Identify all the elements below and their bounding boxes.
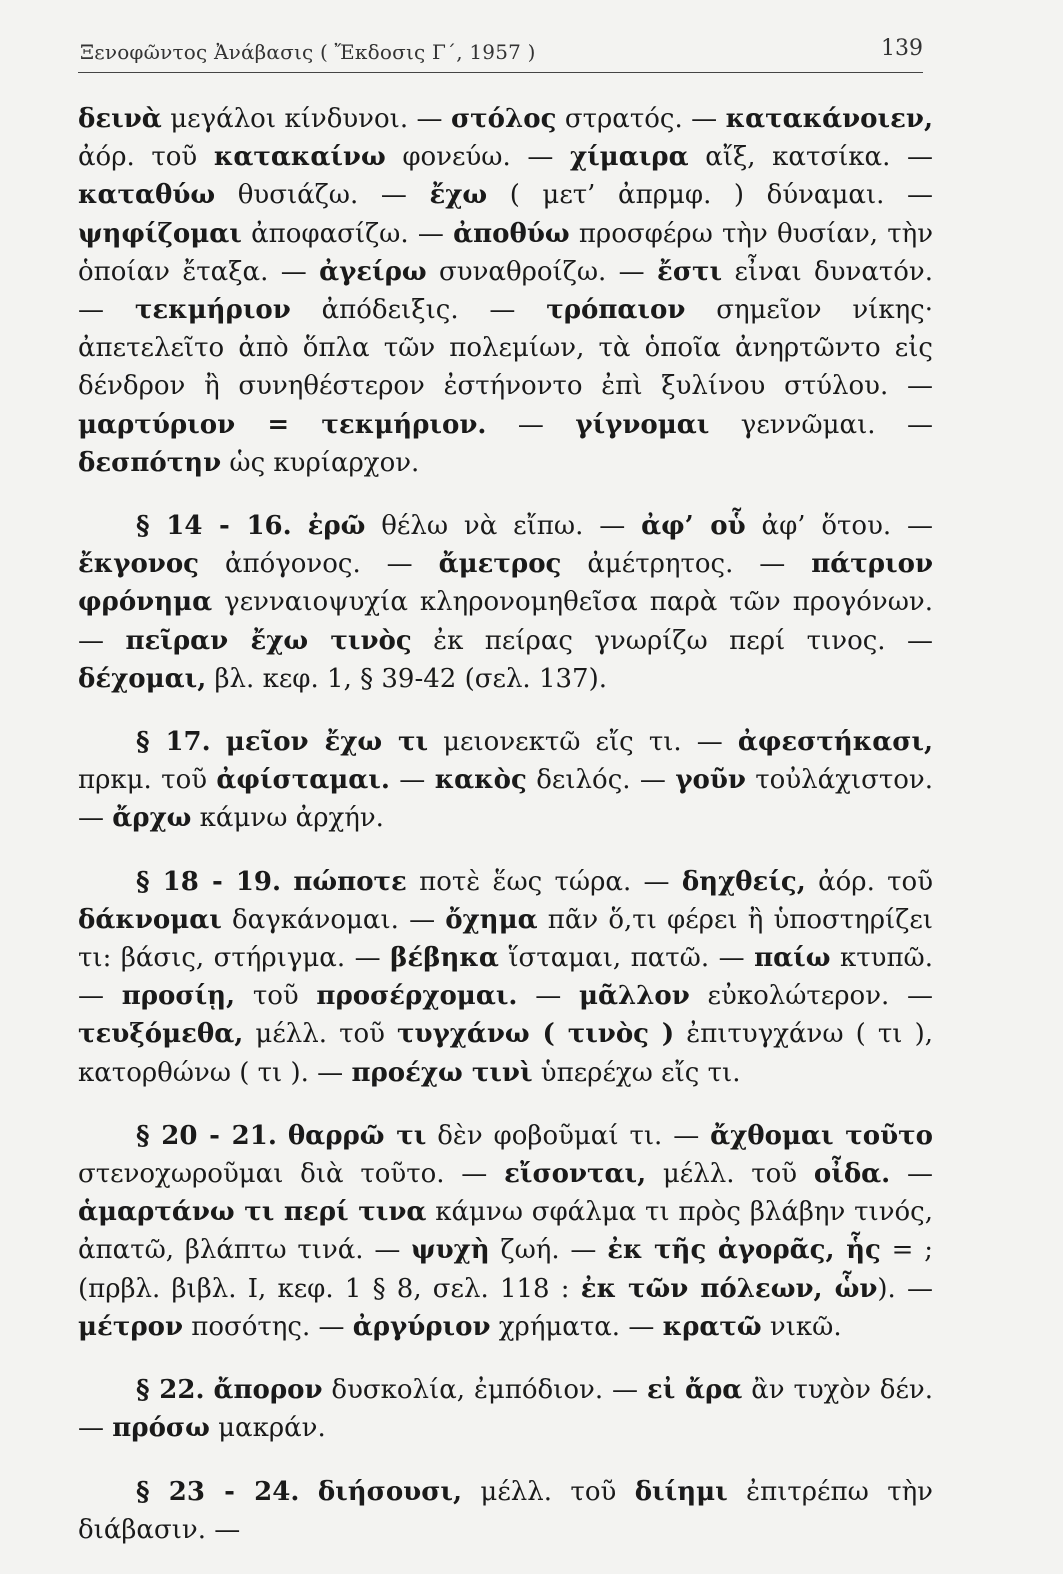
- page-number: 139: [881, 36, 923, 61]
- lemma-term: ἄχθομαι τοῦτο: [710, 1120, 933, 1151]
- gloss-text: ἀποφασίζω. —: [241, 218, 454, 249]
- lemma-term: τρόπαιον: [546, 295, 686, 326]
- gloss-text: στενοχωροῦμαι διὰ τοῦτο. —: [78, 1159, 505, 1190]
- lemma-term: προσέρχομαι.: [316, 981, 518, 1012]
- lemma-term: δεινὰ: [78, 104, 162, 134]
- lemma-term: ἐκ τῆς ἀγορᾶς, ἧς: [607, 1235, 881, 1266]
- lemma-term: κατακάνοιεν,: [725, 104, 933, 134]
- lemma-term: τυγχάνω ( τινὸς ): [397, 1019, 675, 1050]
- gloss-text: φονεύω. —: [385, 142, 570, 173]
- lemma-term: γίγνομαι: [575, 409, 710, 440]
- section-number: § 14 - 16.: [136, 511, 292, 542]
- lemma-term: ἀποθύω: [453, 218, 570, 249]
- header-rule: [78, 72, 923, 73]
- gloss-text: βλ. κεφ. 1, § 39-42 (σελ. 137).: [206, 663, 607, 694]
- lemma-term: ἀφίσταμαι.: [216, 765, 390, 796]
- lemma-term: ἔχω: [429, 180, 488, 211]
- lemma-term: εἰ ἄρα: [646, 1375, 743, 1406]
- paragraph-section: [78, 863, 933, 1092]
- gloss-text: = ; (πρβλ. βιβλ. Ι, κεφ. 1 § 8, σελ. 118 :: [78, 1235, 933, 1304]
- lemma-term: στόλος: [451, 104, 557, 134]
- gloss-text: χρήματα. —: [490, 1311, 663, 1342]
- gloss-text: ὑπερέχω εἴς τι.: [532, 1057, 741, 1088]
- paragraph-section: [78, 723, 933, 838]
- paragraph-section: [78, 1117, 933, 1346]
- gloss-text: μειονεκτῶ εἴς τι. —: [428, 727, 738, 758]
- gloss-text: ἐπιτρέπω τὴν διάβασιν. —: [78, 1476, 933, 1545]
- lemma-term: ἔκγονος: [78, 549, 200, 580]
- section-number: § 22.: [136, 1375, 205, 1406]
- lemma-term: πώποτε: [293, 866, 407, 897]
- lemma-term: γοῦν: [675, 765, 746, 796]
- gloss-text: δυσκολία, ἐμπόδιον. —: [322, 1375, 647, 1406]
- lemma-term: ὄχημα: [445, 904, 538, 935]
- lemma-term: ἄρχω: [112, 803, 192, 834]
- lemma-term: ἀγείρω: [319, 256, 427, 287]
- gloss-text: σημεῖον νίκης· ἀπετελεῖτο ἀπὸ ὅπλα τῶν πολεμίων, τὰ ὁποῖα ἀνηρτῶντο εἰς δένδρον ἢ συνηθέστερον ἐστήνοντο ἐπὶ ξυλίνου στύλου. —: [78, 295, 934, 402]
- lemma-term: κατακαίνω: [213, 142, 386, 173]
- lemma-term: μεῖον ἔχω τι: [225, 727, 429, 758]
- gloss-text: ἀπόδειξις. —: [290, 295, 547, 326]
- lemma-term: δάκνομαι: [78, 904, 222, 935]
- gloss-text: ἂν τυχὸν δέν. —: [78, 1375, 933, 1444]
- running-header: [80, 34, 923, 68]
- gloss-text: ἐπιτυγχάνω ( τι ), κατορθώνω ( τι ). —: [78, 1019, 933, 1088]
- gloss-text: νικῶ.: [761, 1311, 842, 1342]
- gloss-text: ἀπόγονος. —: [199, 549, 439, 580]
- lemma-term: ἀφεστήκασι,: [737, 727, 934, 758]
- gloss-text: —: [389, 765, 435, 796]
- paragraph-section: [78, 1473, 933, 1549]
- lemma-term: κακὸς: [434, 765, 527, 796]
- gloss-text: —: [486, 409, 576, 440]
- lemma-term: ἄπορον: [213, 1375, 323, 1406]
- gloss-text: ποσότης. —: [183, 1311, 353, 1342]
- lemma-term: πρόσω: [112, 1413, 210, 1444]
- gloss-text: —: [517, 981, 579, 1012]
- gloss-text: εἶναι δυνατόν. —: [78, 256, 933, 326]
- lemma-term: προσίῃ,: [121, 981, 236, 1012]
- gloss-text: θέλω νὰ εἴπω. —: [365, 511, 642, 542]
- commentary-body: [78, 100, 933, 1574]
- lemma-term: πεῖραν ἔχω τινὸς: [125, 625, 412, 656]
- gloss-text: μεγάλοι κίνδυνοι. —: [161, 104, 452, 134]
- gloss-text: ἀμέτρητος. —: [561, 549, 812, 580]
- lemma-term: ἔστι: [657, 256, 723, 287]
- lemma-term: πάτριον φρόνημα: [78, 549, 934, 618]
- gloss-text: στρατός. —: [556, 104, 726, 134]
- section-number: § 17.: [136, 727, 211, 758]
- gloss-text: ἀόρ. τοῦ: [805, 866, 933, 897]
- lemma-term: κρατῶ: [662, 1311, 762, 1342]
- section-number: § 20 - 21.: [136, 1120, 277, 1151]
- lemma-term: ἐρῶ: [307, 511, 366, 542]
- lemma-term: τευξόμεθα,: [78, 1019, 244, 1050]
- gloss-text: ἐκ πείρας γνωρίζω περί τινος. —: [411, 625, 934, 656]
- gloss-text: ). —: [877, 1273, 933, 1304]
- lemma-term: οἶδα.: [813, 1159, 891, 1190]
- lemma-term: ψηφίζομαι: [78, 218, 242, 249]
- lemma-term: δέχομαι,: [78, 663, 207, 694]
- gloss-text: ἵσταμαι, πατῶ. —: [498, 943, 755, 974]
- paragraph-section: [78, 507, 933, 698]
- lemma-term: ψυχὴ: [411, 1235, 490, 1266]
- lemma-term: εἴσονται,: [504, 1159, 647, 1190]
- gloss-text: δαγκάνομαι. —: [221, 904, 446, 935]
- gloss-text: μέλλ. τοῦ: [462, 1476, 635, 1507]
- gloss-text: κάμνω ἀρχήν.: [191, 803, 384, 834]
- gloss-text: πρκμ. τοῦ: [78, 765, 217, 796]
- gloss-text: κάμνω σφάλμα τι πρὸς βλάβην τινός, ἀπατῶ, βλάπτω τινά. —: [78, 1197, 933, 1266]
- section-number: § 18 - 19.: [136, 866, 282, 897]
- gloss-text: μέλλ. τοῦ: [243, 1019, 398, 1050]
- gloss-text: εὐκολώτερον. —: [689, 981, 934, 1012]
- gloss-text: γεννῶμαι. —: [709, 409, 934, 440]
- lemma-term: βέβηκα: [390, 943, 499, 974]
- running-title: Ξενοφῶντος Ἀνάβασις ( Ἔκδοσις Γ΄, 1957 ): [80, 40, 536, 64]
- lemma-term: τεκμήριον: [134, 295, 291, 326]
- gloss-text: κτυπῶ. —: [78, 943, 934, 1012]
- gloss-text: μακράν.: [209, 1413, 326, 1444]
- gloss-text: μέλλ. τοῦ: [646, 1159, 814, 1190]
- lemma-term: ἐκ τῶν πόλεων, ὧν: [580, 1273, 878, 1304]
- gloss-text: ἀόρ. τοῦ: [78, 142, 214, 173]
- gloss-text: τοῦ: [235, 981, 317, 1012]
- lemma-term: ἁμαρτάνω τι περί τινα: [78, 1197, 427, 1228]
- gloss-text: πᾶν ὅ,τι φέρει ἢ ὑποστηρίζει τι: βάσις, στήριγμα. —: [78, 904, 933, 974]
- paragraph-intro: [78, 100, 933, 482]
- lemma-term: ἀργύριον: [352, 1311, 491, 1342]
- gloss-text: ἀφ’ ὅτου. —: [745, 511, 933, 542]
- gloss-text: συναθροίζω. —: [426, 256, 658, 287]
- lemma-term: μᾶλλον: [578, 981, 690, 1012]
- section-number: § 23 - 24.: [136, 1476, 300, 1507]
- lemma-term: χίμαιρα: [569, 142, 689, 173]
- lemma-term: προέχω τινὶ: [351, 1057, 533, 1088]
- gloss-text: ( μετ’ ἀπρμφ. ) δύναμαι. —: [487, 180, 933, 211]
- lemma-term: διήσουσι,: [317, 1476, 463, 1507]
- lemma-term: καταθύω: [78, 180, 216, 211]
- lemma-term: ἄμετρος: [438, 549, 562, 580]
- lemma-term: δηχθείς,: [681, 866, 806, 897]
- lemma-term: ἀφ’ οὗ: [641, 511, 746, 542]
- gloss-text: δειλός. —: [526, 765, 676, 796]
- lemma-term: μέτρον: [78, 1311, 184, 1342]
- lemma-term: θαρρῶ τι: [287, 1120, 427, 1151]
- gloss-text: γενναιοψυχία κληρονομηθεῖσα παρὰ τῶν προγόνων. —: [78, 587, 933, 656]
- gloss-text: ὡς κυρίαρχον.: [221, 447, 420, 478]
- gloss-text: ζωή. —: [489, 1235, 608, 1266]
- gloss-text: —: [890, 1159, 933, 1190]
- gloss-text: αἴξ, κατσίκα. —: [688, 142, 933, 173]
- paragraph-section: [78, 1371, 933, 1447]
- gloss-text: θυσιάζω. —: [215, 180, 430, 211]
- gloss-text: προσφέρω τὴν θυσίαν, τὴν ὁποίαν ἔταξα. —: [78, 218, 934, 287]
- gloss-text: δὲν φοβοῦμαί τι. —: [426, 1120, 711, 1151]
- lemma-term: παίω: [754, 943, 831, 974]
- gloss-text: ποτὲ ἕως τώρα. —: [406, 866, 682, 897]
- lemma-term: δεσπότην: [78, 447, 222, 478]
- gloss-text: τοὐλάχιστον. —: [78, 765, 933, 834]
- lemma-term: διίημι: [634, 1476, 728, 1507]
- lemma-term: μαρτύριον = τεκμήριον.: [78, 409, 487, 440]
